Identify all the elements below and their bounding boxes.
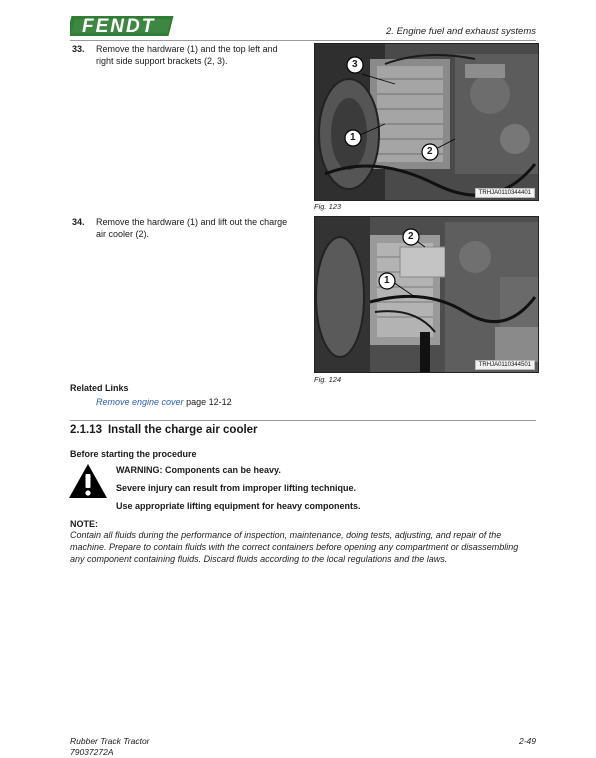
callout-2: 2 xyxy=(427,146,433,157)
callout-2: 2 xyxy=(408,231,414,242)
step-number: 33. xyxy=(72,44,85,54)
section-heading xyxy=(70,424,258,436)
before-starting-title: Before starting the procedure xyxy=(70,449,197,459)
step-text: Remove the hardware (1) and lift out the charge air cooler (2). xyxy=(96,217,288,239)
figure-code: TRHJA0110344401 xyxy=(475,188,535,198)
section-number: 2.1.13 xyxy=(70,424,102,436)
related-link-row xyxy=(96,397,232,407)
engine-photo-123 xyxy=(315,44,538,200)
step-number: 34. xyxy=(72,217,85,227)
footer-page-number: 2-49 xyxy=(518,736,536,746)
note-text: Contain all fluids during the performance of inspection, maintenance, doing tests, adjusting, and repair of the machine. Prepare to contain fluids with the correct containers before opening any compartment or disassembling any component containing fluids. Discard fluids according to the local regulations and the laws. xyxy=(70,530,519,564)
note-label: NOTE: xyxy=(70,519,98,529)
engine-photo-124 xyxy=(315,217,538,372)
step-34 xyxy=(72,217,292,247)
warning-line-2: Use appropriate lifting equipment for heavy components. xyxy=(116,501,361,511)
fendt-logo xyxy=(70,14,176,38)
warning-line-1: Severe injury can result from improper lifting technique. xyxy=(116,483,357,493)
footer-product: Rubber Track Tractor xyxy=(70,736,150,746)
figure-code: TRHJA0110344501 xyxy=(475,360,535,370)
header-divider xyxy=(70,40,536,41)
related-page-ref: page 12-12 xyxy=(186,397,232,407)
remove-engine-cover-link[interactable]: Remove engine cover xyxy=(96,397,184,407)
section-divider xyxy=(70,420,536,421)
step-text: Remove the hardware (1) and the top left and right side support brackets (2, 3). xyxy=(96,44,278,66)
related-links-title: Related Links xyxy=(70,383,129,393)
step-33 xyxy=(72,44,292,74)
warning-title: WARNING: Components can be heavy. xyxy=(116,465,281,475)
header-section-title: 2. Engine fuel and exhaust systems xyxy=(386,26,536,37)
figure-caption-124: Fig. 124 xyxy=(314,375,342,384)
figure-caption-123: Fig. 123 xyxy=(314,202,342,211)
callout-3: 3 xyxy=(352,59,358,70)
footer-left xyxy=(70,736,150,758)
section-title: Install the charge air cooler xyxy=(107,424,258,436)
footer-doc-number: 79037272A xyxy=(70,747,114,757)
brand-text: FENDT xyxy=(82,16,156,37)
warning-icon xyxy=(68,463,108,499)
figure-123 xyxy=(314,43,539,201)
figure-124 xyxy=(314,216,539,373)
callout-1: 1 xyxy=(384,275,390,286)
callout-1: 1 xyxy=(350,132,356,143)
